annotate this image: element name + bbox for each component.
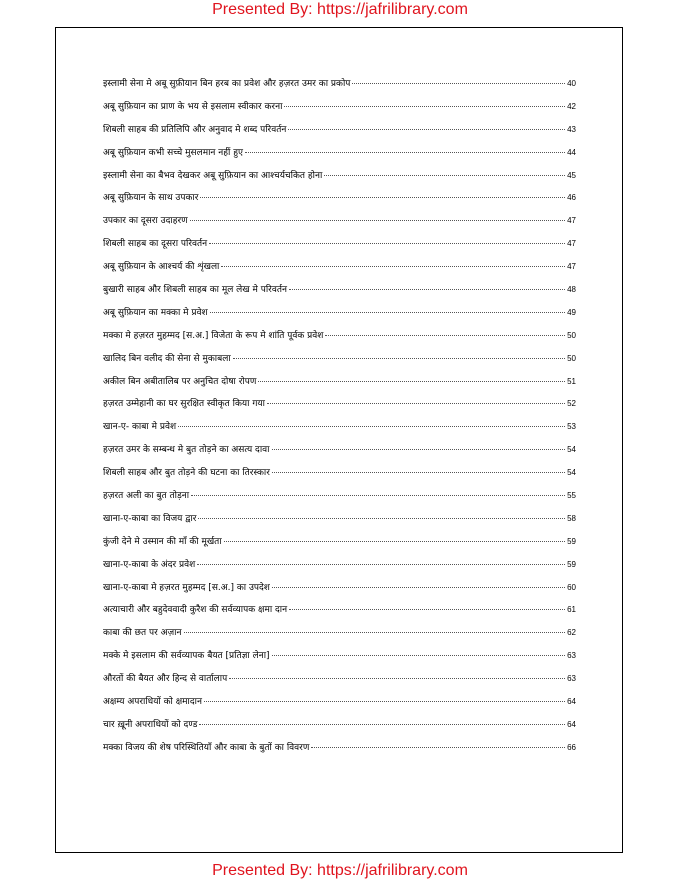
presented-by-banner-top: Presented By: https://jafrilibrary.com [212, 1, 468, 18]
toc-leader-dots [272, 655, 566, 656]
toc-leader-dots [352, 83, 565, 84]
toc-entry-title: चार ख़ूनी अपराधियों को दण्ड [103, 719, 198, 730]
toc-entry[interactable] [103, 417, 576, 440]
toc-leader-dots [210, 312, 565, 313]
toc-leader-dots [200, 197, 565, 198]
toc-entry-page: 50 [567, 353, 576, 363]
toc-entry[interactable] [103, 555, 576, 578]
toc-entry-title: हज़रत उमर के सम्बन्ध मे बुत तोड़ने का असत्य दावा [103, 445, 270, 456]
toc-entry[interactable] [103, 646, 576, 669]
toc-entry-title: खान-ए- काबा मे प्रवेश [103, 422, 177, 433]
toc-leader-dots [267, 403, 565, 404]
toc-entry-title: अबू सुफ़ियान कभी सच्चे मुसलमान नहीं हुए [103, 147, 243, 158]
toc-leader-dots [199, 724, 565, 725]
toc-entry[interactable] [103, 440, 576, 463]
toc-leader-dots [209, 243, 565, 244]
toc-leader-dots [288, 129, 565, 130]
toc-entry-title: उपकार का दूसरा उदाहरण [103, 216, 188, 227]
toc-entry[interactable] [103, 715, 576, 738]
toc-entry-page: 54 [567, 445, 576, 455]
toc-entry-page: 64 [567, 719, 576, 729]
toc-entry-page: 46 [567, 193, 576, 203]
toc-entry-title: मक्का विजय की शेष परिस्थितियाँ और काबा के बुतों का विवरण [103, 742, 310, 753]
toc-entry[interactable] [103, 120, 576, 143]
toc-entry[interactable] [103, 692, 576, 715]
toc-entry-title: शिबली साहब की प्रतिलिपि और अनुवाद मे शब्द परिवर्तन [103, 124, 287, 135]
toc-leader-dots [311, 747, 565, 748]
toc-entry-title: खाना-ए-काबा का विजय द्वार [103, 513, 197, 524]
toc-entry-title: शिबली साहब का दूसरा परिवर्तन [103, 239, 208, 250]
toc-entry-title: हज़रत उम्मेहानी का घर सुरक्षित स्वीकृत किया गया [103, 399, 265, 410]
toc-entry-title: काबा की छत पर अज़ान [103, 628, 182, 639]
toc-entry-title: मक्का मे हज़रत मुहम्मद [स.अ.] विजेता के रूप मे शांति पूर्वक प्रवेश [103, 330, 324, 341]
toc-entry-page: 62 [567, 628, 576, 638]
toc-entry-page: 43 [567, 124, 576, 134]
toc-entry[interactable] [103, 486, 576, 509]
toc-entry-page: 66 [567, 742, 576, 752]
toc-leader-dots [184, 632, 566, 633]
toc-leader-dots [325, 335, 565, 336]
toc-entry-page: 64 [567, 697, 576, 707]
toc-entry-page: 58 [567, 513, 576, 523]
toc-entry-title: मक्के मे इसलाम की सर्वव्यापक बैयत [प्रतिज्ञा लेना] [103, 651, 270, 662]
toc-entry-title: अक्षम्य अपराधियों को क्षमादान [103, 697, 202, 708]
toc-entry-title: अबू सुफ़ियान के आश्चर्य की शृंखला [103, 262, 220, 273]
toc-entry[interactable] [103, 188, 576, 211]
toc-entry[interactable] [103, 532, 576, 555]
toc-entry[interactable] [103, 349, 576, 372]
toc-entry-title: शिबली साहब और बुत तोड़ने की घटना का तिरस्कार [103, 468, 270, 479]
toc-entry[interactable] [103, 372, 576, 395]
toc-leader-dots [272, 449, 566, 450]
presented-by-banner-bottom: Presented By: https://jafrilibrary.com [212, 862, 468, 879]
toc-entry-page: 52 [567, 399, 576, 409]
toc-entry[interactable] [103, 509, 576, 532]
toc-entry-title: खाना-ए-काबा के अंदर प्रवेश [103, 559, 196, 570]
toc-entry-title: खाना-ए-काबा मे हज़रत मुहम्मद [स.अ.] का उपदेश [103, 582, 270, 593]
toc-entry-page: 42 [567, 101, 576, 111]
toc-leader-dots [178, 426, 565, 427]
toc-leader-dots [198, 518, 565, 519]
toc-entry-title: अबू सुफ़ियान का प्राण के भय से इसलाम स्वीकार करना [103, 101, 283, 112]
toc-entry[interactable] [103, 97, 576, 120]
toc-leader-dots [233, 358, 565, 359]
toc-leader-dots [229, 678, 565, 679]
toc-entry-page: 61 [567, 605, 576, 615]
toc-leader-dots [221, 266, 565, 267]
toc-leader-dots [289, 289, 565, 290]
toc-leader-dots [284, 106, 565, 107]
toc-entry-title: कुंजी देने मे उस्मान की माँ की मूर्खता [103, 536, 222, 547]
toc-entry-title: अबू सुफ़ियान के साथ उपकार [103, 193, 199, 204]
toc-entry-page: 40 [567, 79, 576, 88]
toc-entry[interactable] [103, 143, 576, 166]
toc-leader-dots [204, 701, 565, 702]
toc-entry-page: 59 [567, 559, 576, 569]
toc-entry-page: 44 [567, 147, 576, 157]
toc-entry[interactable] [103, 463, 576, 486]
toc-leader-dots [324, 175, 565, 176]
toc-leader-dots [190, 220, 565, 221]
toc-entry-page: 47 [567, 239, 576, 249]
toc-entry[interactable] [103, 257, 576, 280]
toc-entry-page: 59 [567, 536, 576, 546]
toc-entry[interactable] [103, 280, 576, 303]
toc-entry-page: 63 [567, 651, 576, 661]
toc-leader-dots [272, 472, 565, 473]
toc-entry[interactable] [103, 623, 576, 646]
toc-entry-title: अबू सुफ़ियान का मक्का मे प्रवेश [103, 307, 208, 318]
toc-entry[interactable] [103, 738, 576, 761]
toc-entry-title: इस्लामी सेना का बैभव देखकर अबू सुफ़ियान का आश्चर्यचकित होना [103, 170, 323, 181]
toc-entry-title: बुखारी साहब और शिबली साहब का मूल लेख मे परिवर्तन [103, 285, 287, 296]
toc-entry[interactable] [103, 303, 576, 326]
toc-entry[interactable] [103, 669, 576, 692]
toc-leader-dots [245, 152, 565, 153]
toc-entry-title: अकील बिन अबीतालिब पर अनुचित दोषा रोपण [103, 376, 257, 387]
toc-entry[interactable] [103, 211, 576, 234]
toc-leader-dots [224, 541, 565, 542]
toc-entry-page: 51 [567, 376, 576, 386]
toc-leader-dots [197, 564, 565, 565]
toc-entry-page: 48 [567, 285, 576, 295]
toc-entry[interactable] [103, 578, 576, 601]
toc-leader-dots [272, 587, 565, 588]
toc-entry[interactable] [103, 326, 576, 349]
toc-leader-dots [289, 609, 565, 610]
toc-entry[interactable] [103, 74, 576, 97]
toc-entry-page: 55 [567, 491, 576, 501]
toc-entry[interactable] [103, 166, 576, 189]
table-of-contents [103, 74, 576, 761]
toc-entry-title: अत्याचारी और बहुदेववादी कुरैश की सर्वव्यापक क्षमा दान [103, 605, 288, 616]
toc-entry-page: 53 [567, 422, 576, 432]
toc-entry-page: 63 [567, 674, 576, 684]
toc-entry-title: औरतों की बैयत और हिन्द से वार्तालाप [103, 674, 228, 685]
toc-entry-page: 47 [567, 216, 576, 226]
toc-entry-page: 54 [567, 468, 576, 478]
toc-leader-dots [258, 381, 565, 382]
toc-entry[interactable] [103, 394, 576, 417]
toc-entry[interactable] [103, 600, 576, 623]
toc-entry[interactable] [103, 234, 576, 257]
toc-entry-page: 60 [567, 582, 576, 592]
toc-leader-dots [191, 495, 565, 496]
toc-entry-title: इस्लामी सेना मे अबू सुफ़ीयान बिन हरब का प्रवेश और हज़रत उमर का प्रकोप [103, 79, 351, 89]
toc-entry-title: खालिद बिन वलीद की सेना से मुकाबला [103, 353, 231, 364]
toc-entry-title: हज़रत अली का बुत तोड़ना [103, 491, 190, 502]
toc-entry-page: 47 [567, 262, 576, 272]
toc-entry-page: 49 [567, 307, 576, 317]
toc-entry-page: 45 [567, 170, 576, 180]
toc-entry-page: 50 [567, 330, 576, 340]
